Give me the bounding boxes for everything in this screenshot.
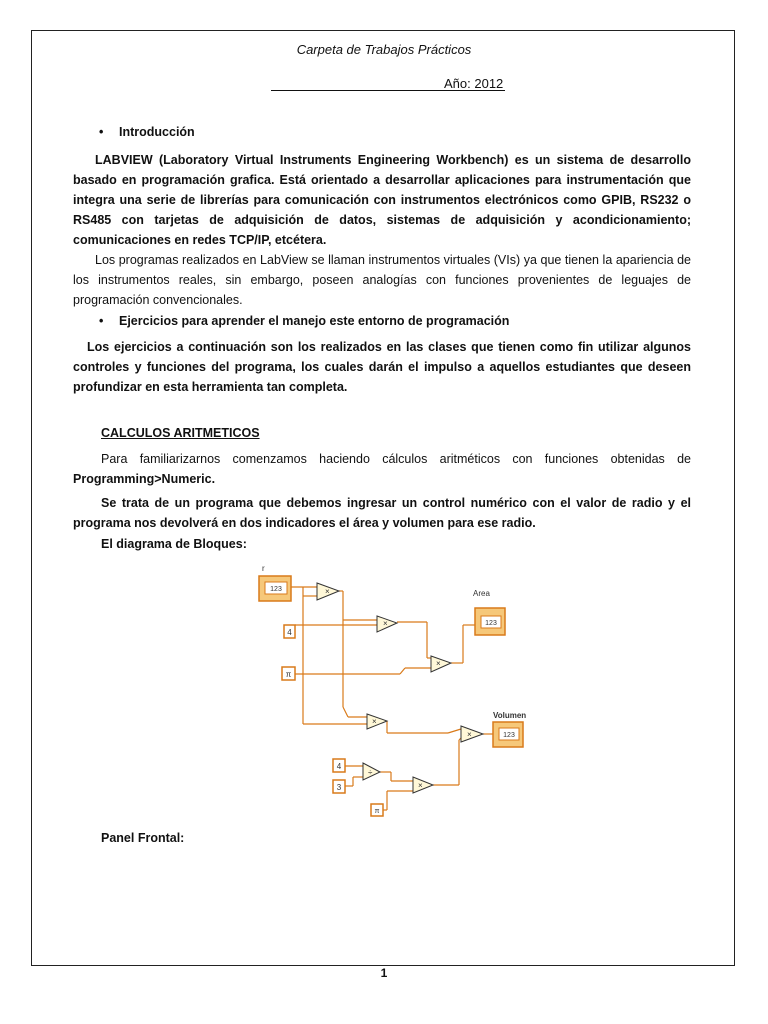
panel-frontal-label: Panel Frontal: [101,831,185,845]
bullet-text: Ejercicios para aprender el manejo este entorno de programación [119,314,510,328]
svg-text:×: × [436,659,441,668]
constant-pi-area[interactable] [282,667,295,680]
svg-text:×: × [372,717,377,726]
svg-text:×: × [467,730,472,739]
svg-text:4: 4 [287,628,292,637]
multiply-icon: × [325,587,330,596]
bullet-dot-icon: • [99,125,104,139]
multiply-node-1[interactable] [317,583,339,600]
svg-text:π: π [374,808,380,815]
bullet-introduccion [99,125,195,139]
indicator-volumen-terminal[interactable] [493,722,523,747]
svg-text:3: 3 [336,783,342,792]
exercises-paragraph: Los ejercicios a continuación son los realizados en las clases que tienen como fin utilizar algunos controles y funciones del programa, los cuales darán el impulso a aquellos estudiantes que deseen profundizar en esta herramienta tan completa. [73,340,691,394]
diagram-label: El diagrama de Bloques: [101,537,247,551]
bullet-ejercicios [99,314,510,328]
multiply-node-3[interactable] [431,656,451,672]
page-number: 1 [380,966,388,980]
page-header-title: Carpeta de Trabajos Prácticos [296,42,472,57]
svg-text:123: 123 [503,732,515,739]
calc-paragraph-1-text: Para familiarizarnos comenzamos haciendo cálculos aritméticos con funciones obtenidas de [101,452,691,466]
multiply-node-4[interactable] [367,714,387,729]
calc-paragraph-2: Se trata de un programa que debemos ingresar un control numérico con el valor de radio y el programa nos devolverá en dos indicadores el área y volumen para ese radio. [73,496,691,530]
multiply-node-5[interactable] [461,726,483,742]
svg-text:×: × [418,781,423,790]
intro-paragraph-2: Los programas realizados en LabView se llaman instrumentos virtuales (VIs) ya que tienen la apariencia de los instrumentos reales, sin embargo, poseen analogías con funciones provenientes de leguajes de programación convencionales. [73,253,691,307]
section-heading-calculos: CALCULOS ARITMETICOS [101,426,260,440]
divide-icon: ÷ [368,768,373,777]
bullet-text: Introducción [119,125,195,139]
control-r-terminal[interactable] [259,576,291,601]
wires [291,587,493,810]
control-r-label: r [262,564,265,573]
constant-pi-volumen[interactable] [371,804,383,816]
indicator-volumen-label: Volumen [493,711,527,720]
svg-text:×: × [383,619,388,628]
control-r-display: 123 [270,586,282,593]
calc-paragraph-1-menu-path: Programming>Numeric. [73,472,216,486]
svg-text:4: 4 [336,762,342,771]
divide-node[interactable] [363,763,380,780]
block-diagram [255,562,535,824]
calc-paragraph-1 [73,449,691,489]
constant-3-volumen[interactable] [333,780,345,793]
svg-text:123: 123 [485,620,497,627]
constant-4-area[interactable] [284,625,295,638]
header-year: Año: 2012 [444,76,504,91]
multiply-node-2[interactable] [377,616,397,632]
indicator-area-terminal[interactable] [475,608,505,635]
intro-paragraph-1: LABVIEW (Laboratory Virtual Instruments Engineering Workbench) es un sistema de desarrollo basado en programación grafica. Está orientado a desarrollar aplicaciones para instrumentación que integra una serie de librerías para comunicación con instrumentos electrónicos como GPIB, RS232 o RS485 con tarjetas de adquisición de datos, sistemas de adquisición y acondicionamiento; comunicaciones en redes TCP/IP, etcétera. [73,153,691,247]
indicator-area-label: Area [473,589,490,598]
constant-4-volumen[interactable] [333,759,345,772]
svg-text:π: π [285,670,292,679]
bullet-dot-icon: • [99,314,104,328]
multiply-node-6[interactable] [413,777,433,793]
